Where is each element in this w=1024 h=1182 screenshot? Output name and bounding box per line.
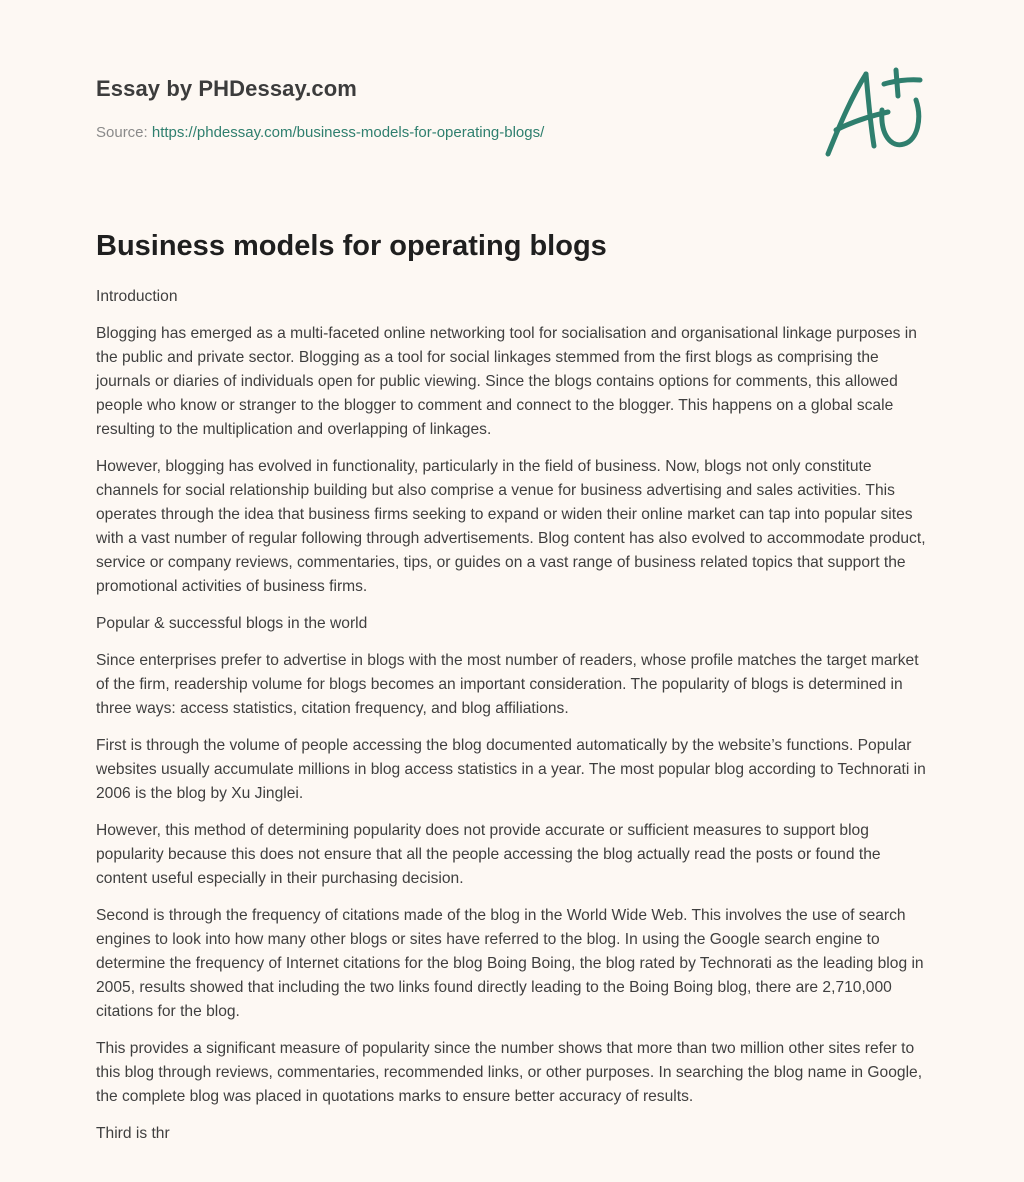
paragraph: First is through the volume of people accessing the blog documented automatically by the website’s functions. Popular websites usually accumulate millions in blog access statistics in a year. The most popular blog according to Technorati in 2006 is the blog by Xu Jinglei. bbox=[96, 737, 926, 802]
article-body bbox=[96, 285, 931, 1159]
paragraph: This provides a significant measure of popularity since the number shows that more than two million other sites refer to this blog through reviews, commentaries, recommended links, or other purposes. In searching the blog name in Google, the complete blog was placed in quotations marks to ensure better accuracy of results. bbox=[96, 1040, 923, 1105]
paragraph: Blogging has emerged as a multi-faceted online networking tool for socialisation and organisational linkage purposes in the public and private sector. Blogging as a tool for social linkages stemmed from the first blogs as comprising the journals or diaries of individuals open for public viewing. Since the blogs contains options for comments, this allowed people who know or stranger to the blogger to comment and connect to the blogger. This happens on a global scale resulting to the multiplication and overlapping of linkages. bbox=[96, 325, 917, 438]
paragraph: Second is through the frequency of citations made of the blog in the World Wide Web. This involves the use of search engines to look into how many other blogs or sites have referred to the blog. In using the Google search engine to determine the frequency of Internet citations for the blog Boing Boing, the blog rated by Technorati as the leading blog in 2005, results showed that including the two links found directly leading to the Boing Boing blog, there are 2,710,000 citations for the blog. bbox=[96, 907, 924, 1020]
paragraph: However, this method of determining popularity does not provide accurate or sufficient measures to support blog popularity because this does not ensure that all the people accessing the blog actually read the posts or found the content useful especially in their purchasing decision. bbox=[96, 822, 881, 887]
page-title: Business models for operating blogs bbox=[96, 230, 607, 262]
source-line bbox=[96, 124, 544, 141]
source-link[interactable]: https://phdessay.com/business-models-for-operating-blogs/ bbox=[151, 124, 545, 141]
paragraph: However, blogging has evolved in functionality, particularly in the field of business. Now, blogs not only constitute channels for social relationship building but also comprise a venue for business advertising and sales activities. This operates through the idea that business firms seeking to expand or widen their online market can tap into popular sites with a vast number of regular following through advertisements. Blog content has also evolved to accommodate product, service or company reviews, commentaries, tips, or guides on a vast range of business related topics that support the promotional activities of business firms. bbox=[96, 458, 926, 595]
paragraph: Since enterprises prefer to advertise in blogs with the most number of readers, whose profile matches the target market of the firm, readership volume for blogs becomes an important consideration. The popularity of blogs is determined in three ways: access statistics, citation frequency, and blog affiliations. bbox=[96, 652, 919, 717]
page-header bbox=[96, 74, 928, 174]
section-heading-introduction: Introduction bbox=[96, 288, 178, 305]
source-label: Source: bbox=[96, 124, 148, 141]
section-heading-popular-blogs: Popular & successful blogs in the world bbox=[96, 615, 368, 632]
site-name: Essay by PHDessay.com bbox=[96, 76, 357, 101]
a-plus-logo-icon bbox=[822, 66, 930, 166]
truncated-paragraph: Third is thr bbox=[96, 1125, 170, 1142]
